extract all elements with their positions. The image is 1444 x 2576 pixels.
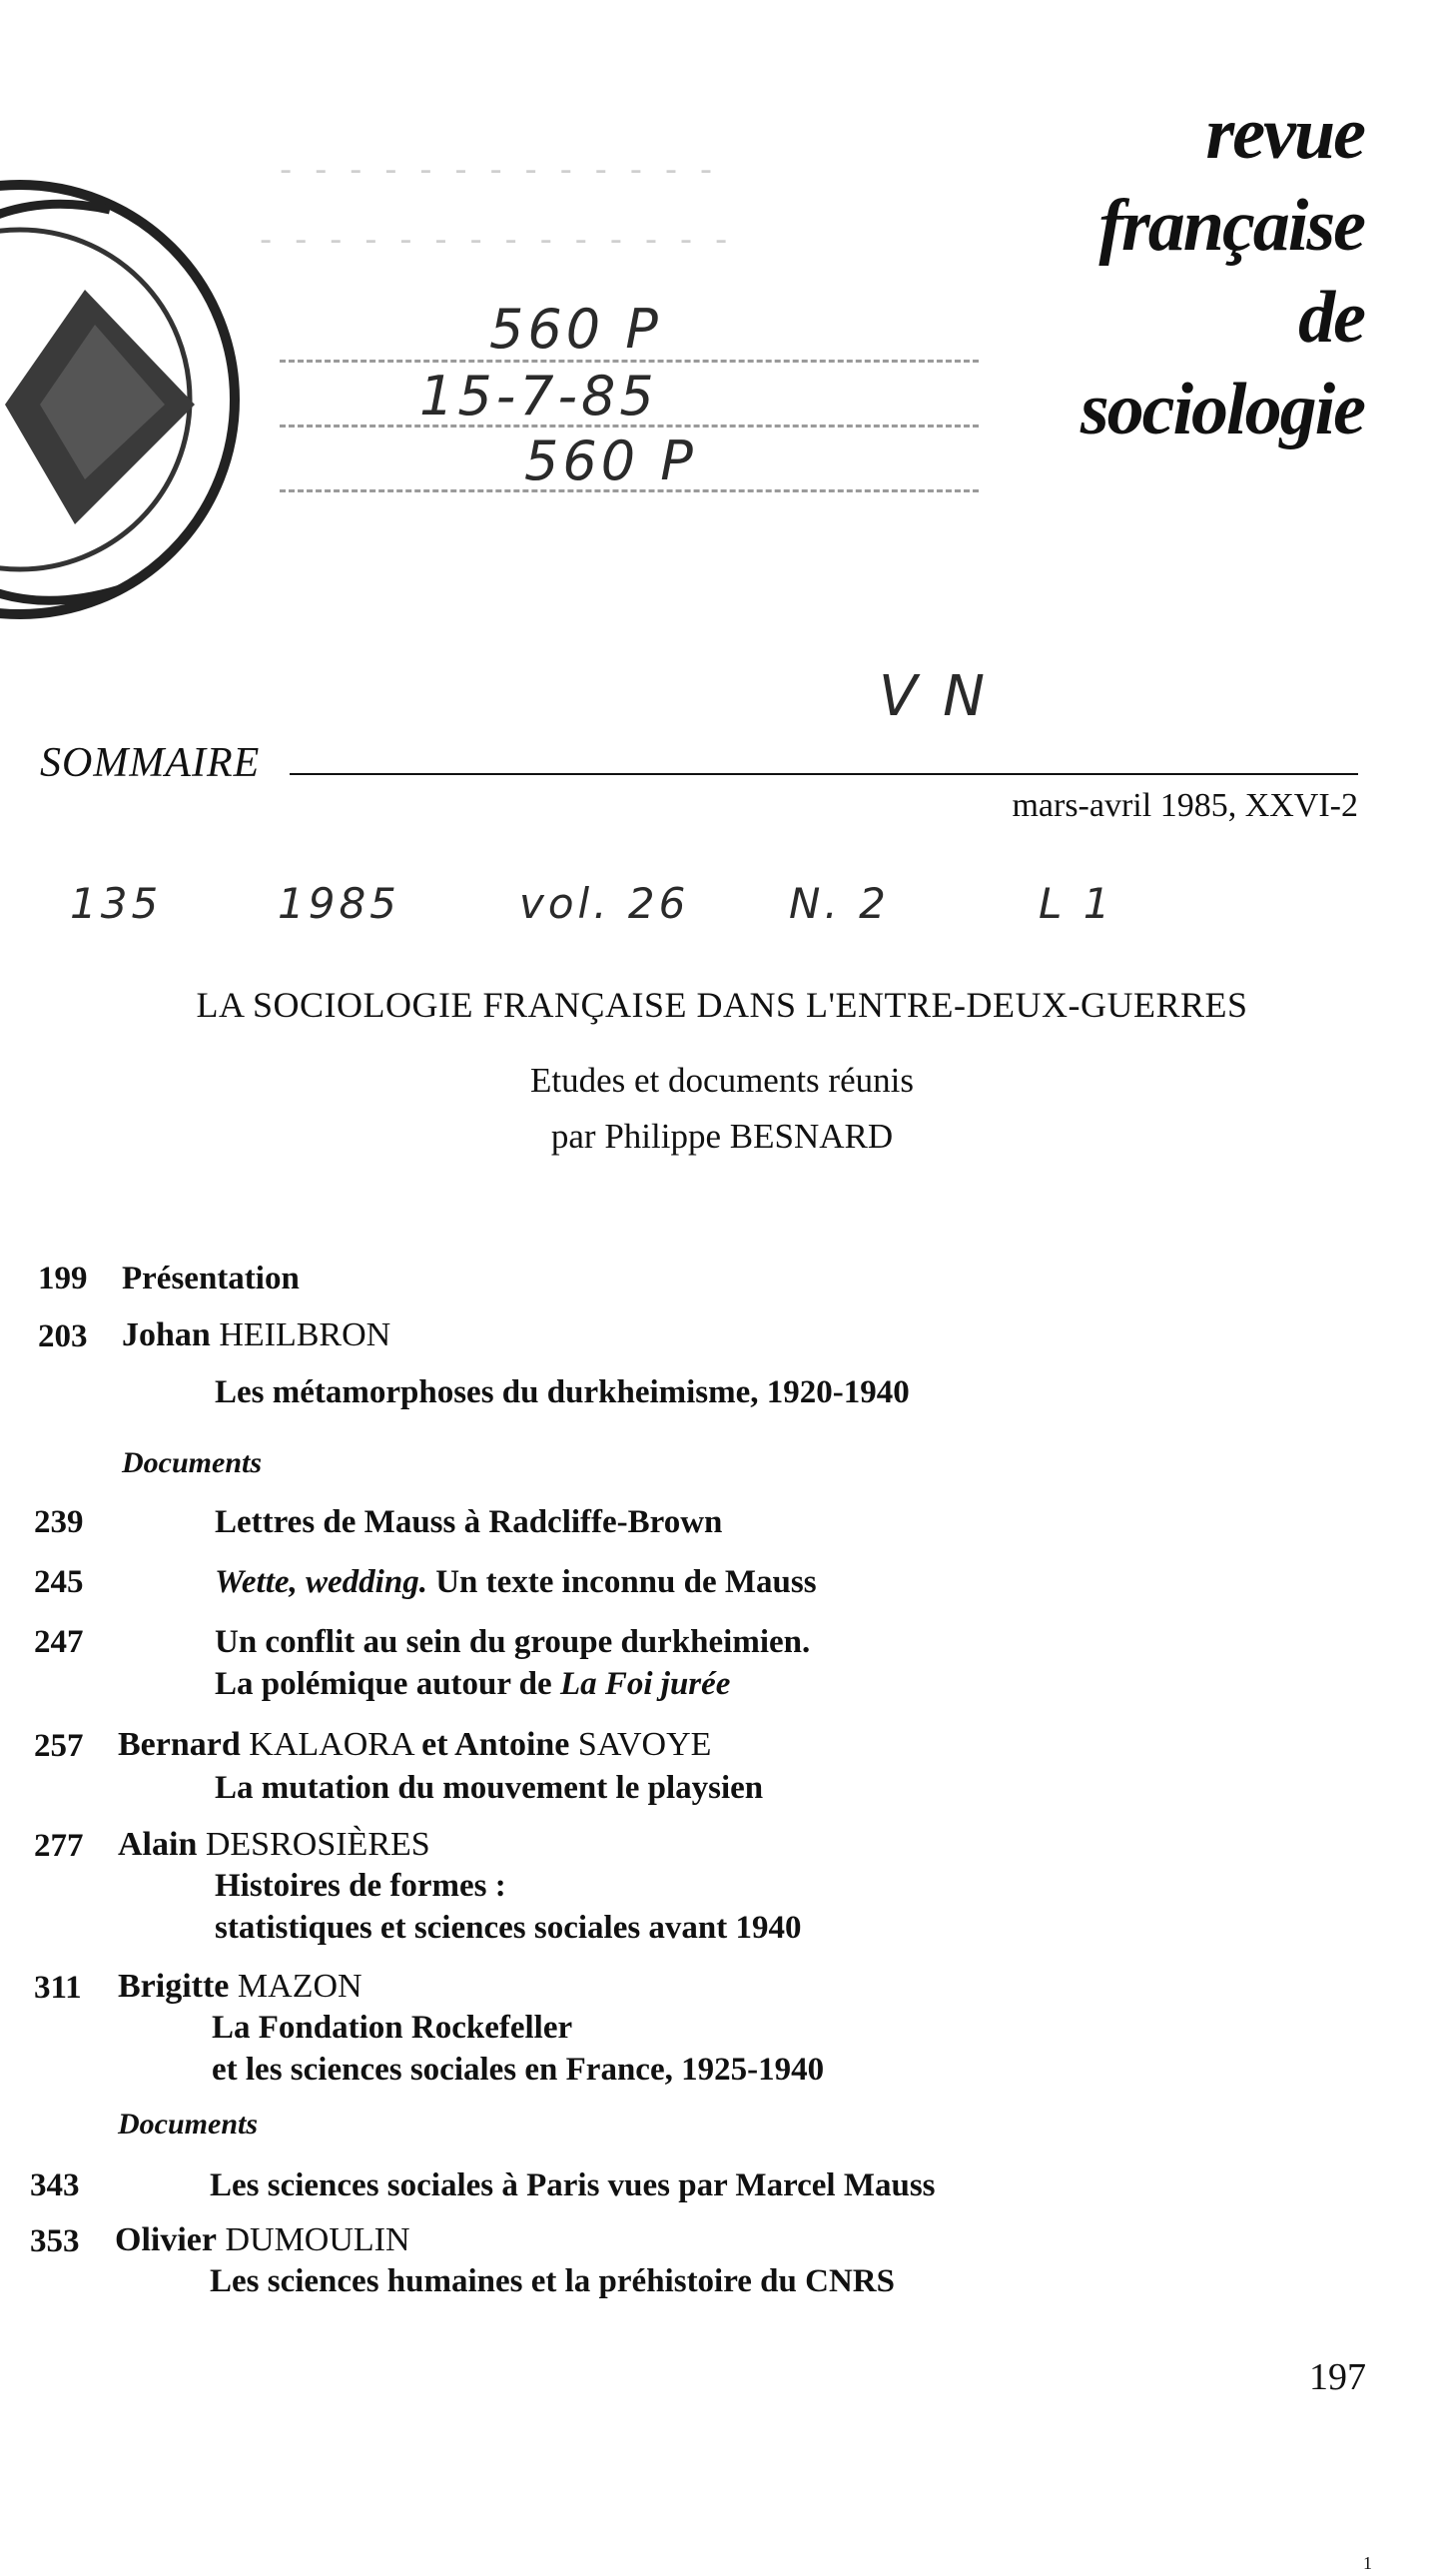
registration-date: 15-7-85: [419, 365, 658, 428]
journal-title-line: sociologie: [1080, 369, 1364, 450]
toc-page-number: 199: [38, 1261, 88, 1296]
issue-date: mars-avril 1985, XXVI-2: [1012, 787, 1358, 824]
editor-prefix: par Philippe: [550, 1117, 721, 1156]
toc-author: [118, 1726, 711, 1764]
toc-author: [115, 2221, 410, 2259]
toc-page-number: 239: [34, 1504, 84, 1540]
toc-title-italic: Wette, wedding.: [215, 1564, 427, 1600]
toc-title: Un conflit au sein du groupe durkheimien.: [215, 1624, 811, 1660]
toc-title: Les métamorphoses du durkheimisme, 1920-1940: [215, 1374, 910, 1410]
handwritten-ref: vol. 26: [519, 879, 690, 928]
journal-title-line: revue: [1205, 93, 1364, 175]
toc-section-heading: Documents: [122, 1446, 263, 1479]
theme-editor: [0, 1117, 1444, 1157]
toc-author: [118, 1826, 430, 1864]
registration-number: 560 P: [489, 298, 662, 361]
journal-title-line: française: [1098, 185, 1364, 267]
faded-stamp-text: - - - - - - - - - - - - - -: [260, 220, 734, 260]
toc-page-number: 257: [34, 1728, 84, 1764]
author-first-name: Brigitte: [118, 1968, 230, 2005]
toc-title: statistiques et sciences sociales avant 1940: [215, 1910, 802, 1946]
page-number: 197: [1309, 2356, 1366, 2398]
toc-title: La mutation du mouvement le playsien: [215, 1770, 764, 1806]
author-last-name: MAZON: [237, 1968, 362, 2005]
journal-title: [1081, 88, 1364, 455]
toc-title-prefix: La polémique autour de: [215, 1666, 552, 1702]
author-last-name: HEILBRON: [219, 1316, 391, 1353]
theme-subtitle: Etudes et documents réunis: [530, 1061, 914, 1100]
author-last-name: SAVOYE: [577, 1726, 712, 1763]
toc-title: Présentation: [122, 1261, 300, 1296]
author-first-name: Johan: [122, 1316, 211, 1353]
faded-stamp-text: - - - - - - - - - - - - -: [280, 150, 719, 190]
handwritten-ref: 135: [70, 879, 163, 928]
header-rule: [290, 773, 1358, 775]
toc-title: [215, 1666, 730, 1703]
sommaire-label: SOMMAIRE: [40, 740, 261, 786]
handwritten-annotation: V N: [879, 664, 989, 729]
toc-section-heading: Documents: [118, 2108, 259, 2141]
registration-number: 560 P: [524, 429, 697, 492]
toc-page-number: 245: [34, 1564, 84, 1600]
author-first-name: Bernard: [118, 1726, 241, 1763]
toc-author: [122, 1316, 390, 1354]
theme-title: LA SOCIOLOGIE FRANÇAISE DANS L'ENTRE-DEUX-GUERRES: [196, 985, 1248, 1025]
toc-title: et les sciences sociales en France, 1925-1940: [212, 2052, 825, 2088]
toc-page-number: 277: [34, 1828, 84, 1864]
toc-title: La Fondation Rockefeller: [212, 2010, 573, 2046]
author-last-name: DESROSIÈRES: [205, 1826, 430, 1863]
toc-title-italic: La Foi jurée: [559, 1666, 731, 1702]
toc-page-number: 353: [30, 2223, 80, 2259]
handwritten-ref: L 1: [1039, 879, 1114, 928]
toc-page-number: 343: [30, 2167, 80, 2203]
toc-page-number: 203: [38, 1318, 88, 1354]
author-last-name: DUMOULIN: [225, 2221, 410, 2258]
toc-title: [215, 1564, 817, 1601]
author-last-name: KALAORA: [249, 1726, 413, 1763]
author-connector: et Antoine: [421, 1726, 570, 1763]
author-first-name: Alain: [118, 1826, 198, 1863]
toc-page-number: 311: [34, 1970, 82, 2006]
toc-title: Les sciences humaines et la préhistoire du CNRS: [210, 2263, 895, 2299]
journal-title-line: de: [1298, 277, 1364, 359]
toc-title: Les sciences sociales à Paris vues par Marcel Mauss: [210, 2167, 936, 2203]
editor-name: BESNARD: [729, 1117, 894, 1156]
toc-page-number: 247: [34, 1624, 84, 1660]
handwritten-ref: N. 2: [789, 879, 890, 928]
handwritten-ref: 1985: [278, 879, 400, 928]
author-first-name: Olivier: [115, 2221, 217, 2258]
toc-title-rest: Un texte inconnu de Mauss: [435, 1564, 817, 1600]
toc-title: Histoires de formes :: [215, 1868, 506, 1904]
corner-mark: 1: [1363, 2553, 1372, 2573]
library-stamp: [0, 150, 250, 649]
toc-author: [118, 1968, 362, 2006]
toc-title: Lettres de Mauss à Radcliffe-Brown: [215, 1504, 723, 1540]
